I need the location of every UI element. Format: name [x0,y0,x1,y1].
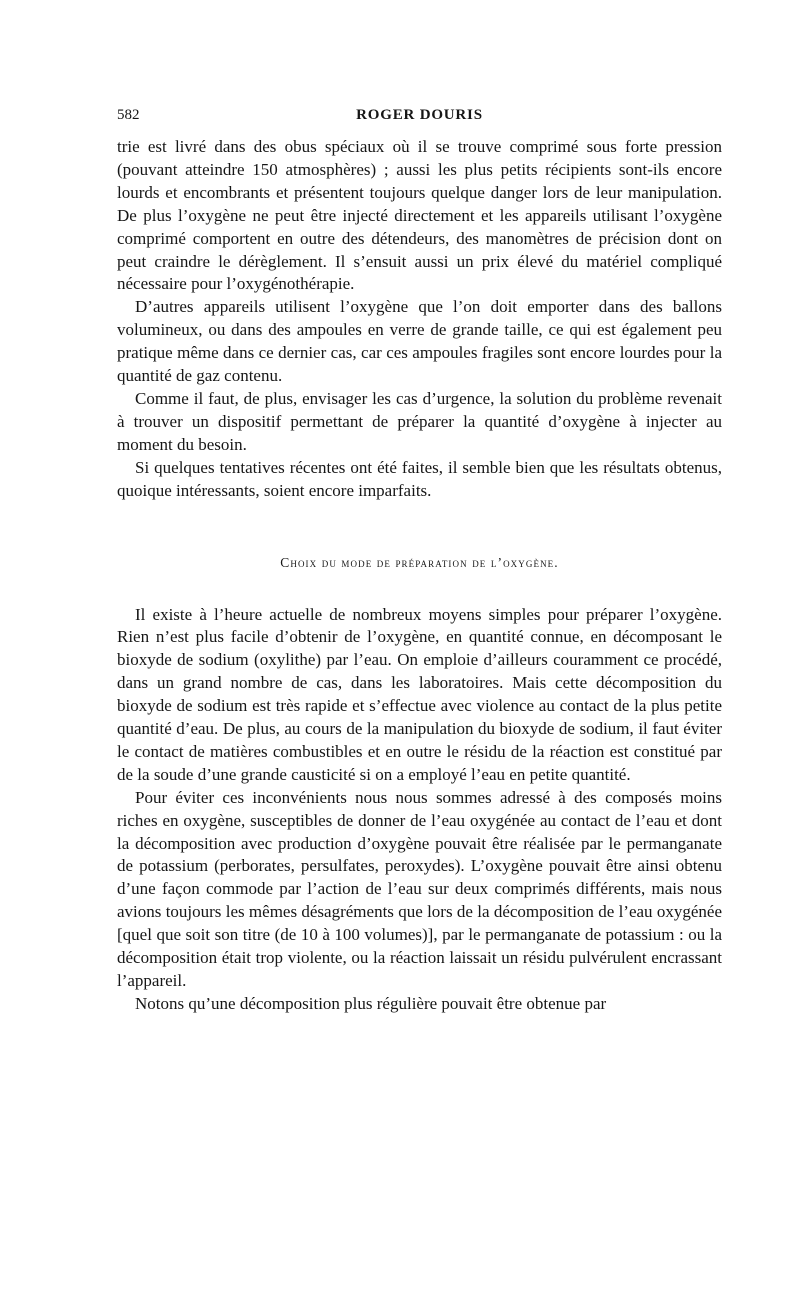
text-block-after-heading [117,604,722,1016]
running-title: ROGER DOURIS [356,107,483,123]
paragraph: Comme il faut, de plus, envisager les cas d’urgence, la solution du problème revenait à trouver un dispositif permettant de préparer la quantité d’oxygène à injecter au moment du besoin. [117,388,722,454]
section-heading: Choix du mode de préparation de l’oxygène. [280,554,559,570]
paragraph: Si quelques tentatives récentes ont été faites, il semble bien que les résultats obtenus, quoique intéressants, soient encore imparfaits. [117,457,722,500]
page-number: 582 [117,107,140,123]
paragraph: Pour éviter ces inconvénients nous nous sommes adressé à des composés moins riches en oxygène, susceptibles de donner de l’eau oxygénée au contact de l’eau et dont la décomposition avec production d’oxygène pouvait être réalisée par le permanganate de potassium (perborates, persulfates, peroxydes). L’oxygène pouvait être ainsi obtenu d’une façon commode par l’action de l’eau sur deux comprimés différents, mais nous avions toujours les mêmes désagréments que lors de la décomposition de l’eau oxygénée [quel que soit son titre (de 10 à 100 volumes)], par le permanganate de potassium : ou la décomposition était trop violente, ou la réaction laissait un résidu pulvérulent encrassant l’appareil. [117,787,722,990]
book-page [117,103,722,1016]
paragraph: Il existe à l’heure actuelle de nombreux moyens simples pour préparer l’oxygène. Rien n’est plus facile d’obtenir de l’oxygène, en quantité connue, en décomposant le bioxyde de sodium (oxylithe) par l’eau. On emploie d’ailleurs couramment ce procédé, dans un grand nombre de cas, dans les laboratoires. Mais cette décomposition du bioxyde de sodium est très rapide et s’effectue avec violence au contact de la plus petite quantité d’eau. De plus, au cours de la manipulation du bioxyde de sodium, il faut éviter le contact de matières combustibles et en outre le résidu de la réaction est constitué par de la soude d’une grande causticité si on a employé l’eau en petite quantité. [117,604,722,784]
paragraph-continuation: trie est livré dans des obus spéciaux où il se trouve comprimé sous forte pression (pouvant atteindre 150 atmosphères) ; aussi les plus petits récipients sont-ils encore lourds et encombrants et présentent toujours quelque danger lors de leur manipulation. De plus l’oxygène ne peut être injecté directement et les appareils utilisant l’oxygène comprimé comportent en outre des détendeurs, des manomètres de précision dont on peut craindre le dérèglement. Il s’ensuit aussi un prix élevé du matériel compliqué nécessaire pour l’oxygénothérapie. [117,137,722,294]
text-block-before-heading [117,136,722,503]
running-header [117,103,722,127]
paragraph-truncated: Notons qu’une décomposition plus régulière pouvait être obtenue par [135,993,607,1013]
paragraph: D’autres appareils utilisent l’oxygène que l’on doit emporter dans des ballons volumineux, ou dans des ampoules en verre de grande taille, ce qui est également peu pratique même dans ce dernier cas, car ces ampoules fragiles sont encore lourdes pour la quantité de gaz contenu. [117,297,722,386]
